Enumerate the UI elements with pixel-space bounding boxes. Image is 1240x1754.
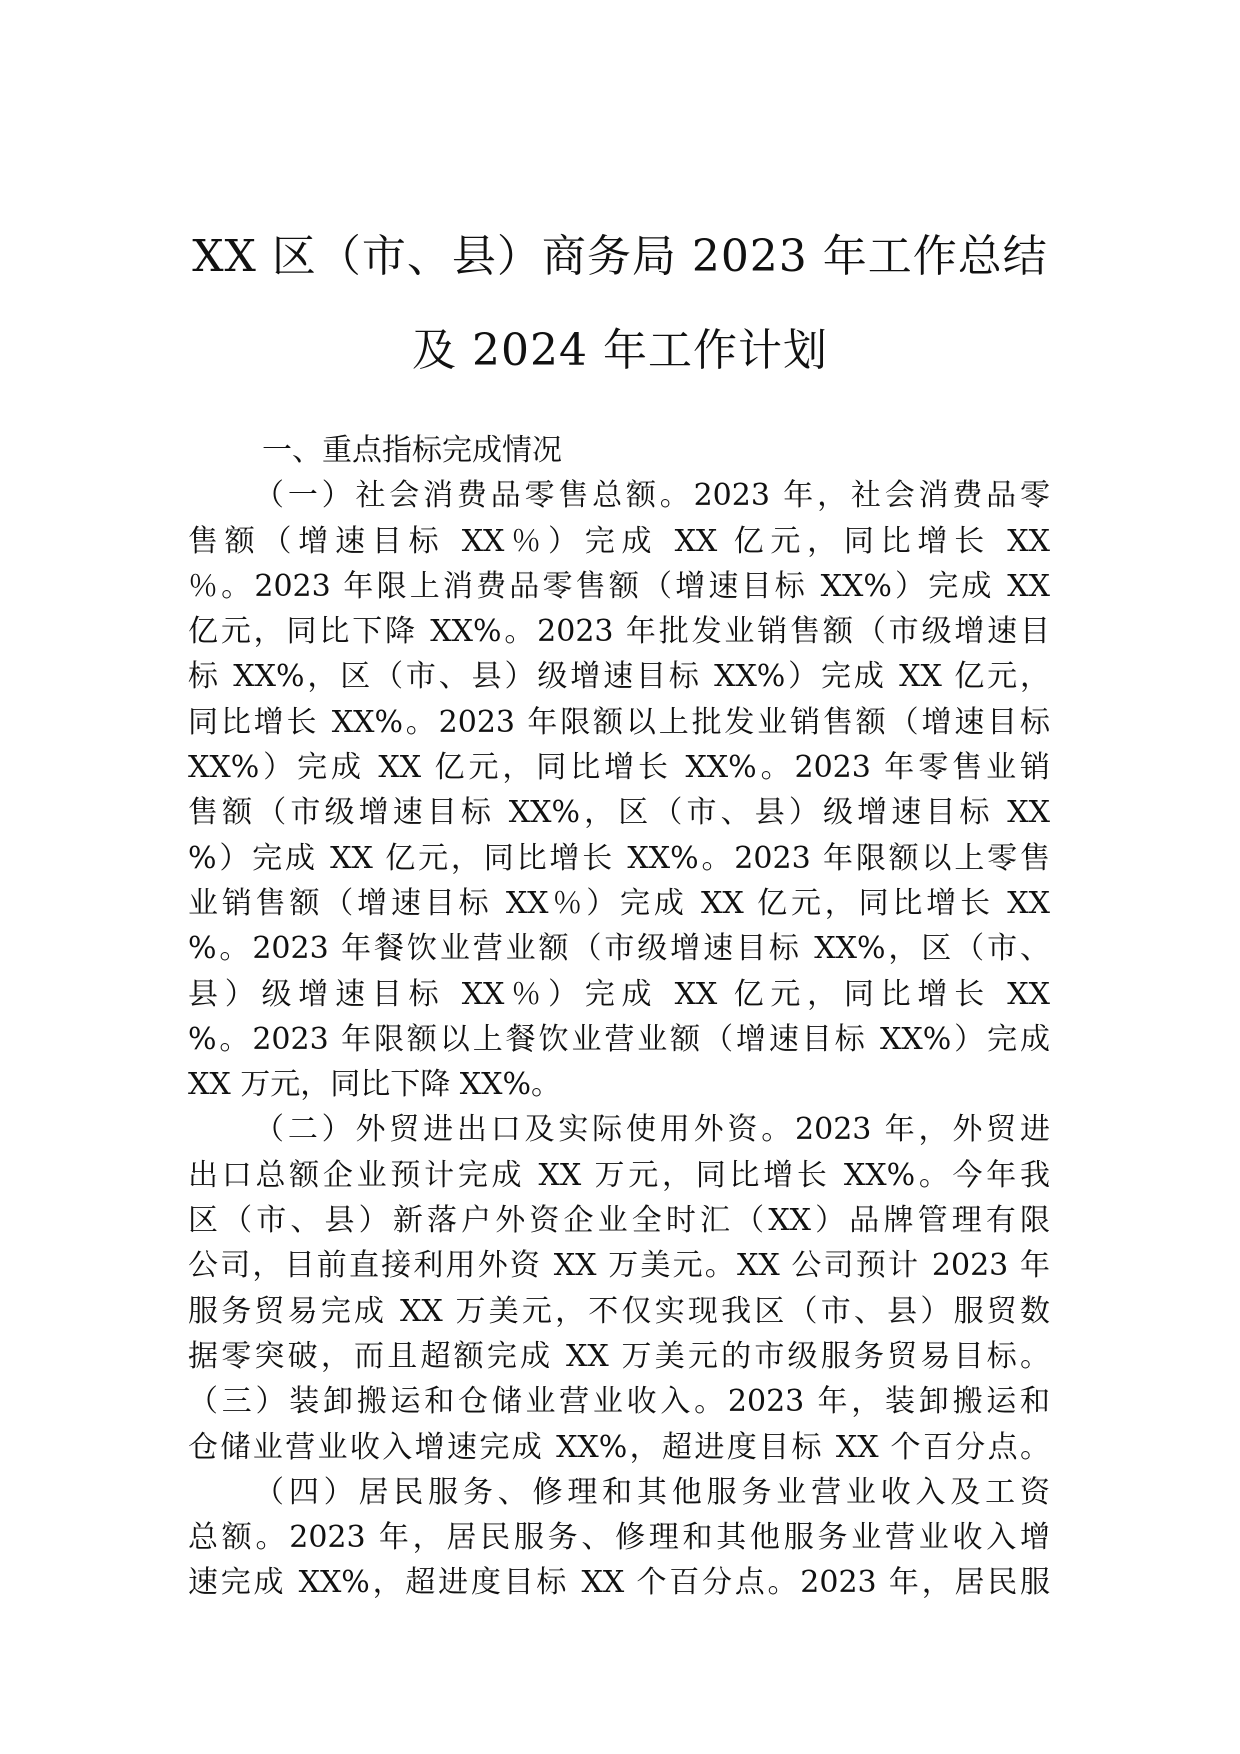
paragraph-line: 标 XX%，区（市、县）级增速目标 XX%）完成 XX 亿元， (188, 659, 1050, 695)
paragraph-line: （四）居民服务、修理和其他服务业营业收入及工资 (254, 1474, 1050, 1510)
paragraph-line: ％。2023 年限上消费品零售额（增速目标 XX%）完成 XX (188, 568, 1050, 604)
section-heading: 一、重点指标完成情况 (262, 433, 562, 468)
paragraph-line: 总额。2023 年，居民服务、修理和其他服务业营业收入增 (188, 1520, 1050, 1556)
paragraph-line: （二）外贸进出口及实际使用外资。2023 年，外贸进 (254, 1112, 1050, 1148)
title-line-1: XX 区（市、县）商务局 2023 年工作总结 (192, 231, 1048, 282)
paragraph-line: （一）社会消费品零售总额。2023 年，社会消费品零 (254, 478, 1050, 514)
paragraph-line: %）完成 XX 亿元，同比增长 XX%。2023 年限额以上零售 (188, 840, 1050, 876)
paragraph-line: 亿元，同比下降 XX%。2023 年批发业销售额（市级增速目 (188, 614, 1050, 650)
document-body (188, 428, 1050, 1606)
document-title (150, 210, 1090, 398)
paragraph-line: 售额（市级增速目标 XX%，区（市、县）级增速目标 XX (188, 795, 1050, 831)
title-line-2: 及 2024 年工作计划 (412, 325, 828, 376)
paragraph-line: %。2023 年限额以上餐饮业营业额（增速目标 XX%）完成 (188, 1021, 1050, 1057)
paragraph-line: （三）装卸搬运和仓储业营业收入。2023 年，装卸搬运和 (188, 1384, 1050, 1420)
paragraph-line: 出口总额企业预计完成 XX 万元，同比增长 XX%。今年我 (188, 1157, 1050, 1193)
paragraph-line: XX%）完成 XX 亿元，同比增长 XX%。2023 年零售业销 (188, 750, 1050, 786)
paragraph-line: 速完成 XX%，超进度目标 XX 个百分点。2023 年，居民服 (188, 1565, 1050, 1601)
paragraph-line: %。2023 年餐饮业营业额（市级增速目标 XX%，区（市、 (188, 931, 1050, 967)
paragraph-line: 仓储业营业收入增速完成 XX%，超进度目标 XX 个百分点。 (188, 1429, 1050, 1465)
paragraph-line: 售额（增速目标 XX％）完成 XX 亿元，同比增长 XX (188, 523, 1050, 559)
paragraph-line: 区（市、县）新落户外资企业全时汇（XX）品牌管理有限 (188, 1203, 1050, 1239)
paragraph-line: XX 万元，同比下降 XX%。 (188, 1067, 562, 1103)
paragraph-line: 县）级增速目标 XX％）完成 XX 亿元，同比增长 XX (188, 976, 1050, 1012)
paragraph-line: 公司，目前直接利用外资 XX 万美元。XX 公司预计 2023 年 (188, 1248, 1050, 1284)
paragraph-line: 业销售额（增速目标 XX％）完成 XX 亿元，同比增长 XX (188, 885, 1050, 921)
paragraph-line: 同比增长 XX%。2023 年限额以上批发业销售额（增速目标 (188, 704, 1050, 740)
paragraph-line: 据零突破，而且超额完成 XX 万美元的市级服务贸易目标。 (188, 1338, 1050, 1374)
paragraph-line: 服务贸易完成 XX 万美元，不仅实现我区（市、县）服贸数 (188, 1293, 1050, 1329)
